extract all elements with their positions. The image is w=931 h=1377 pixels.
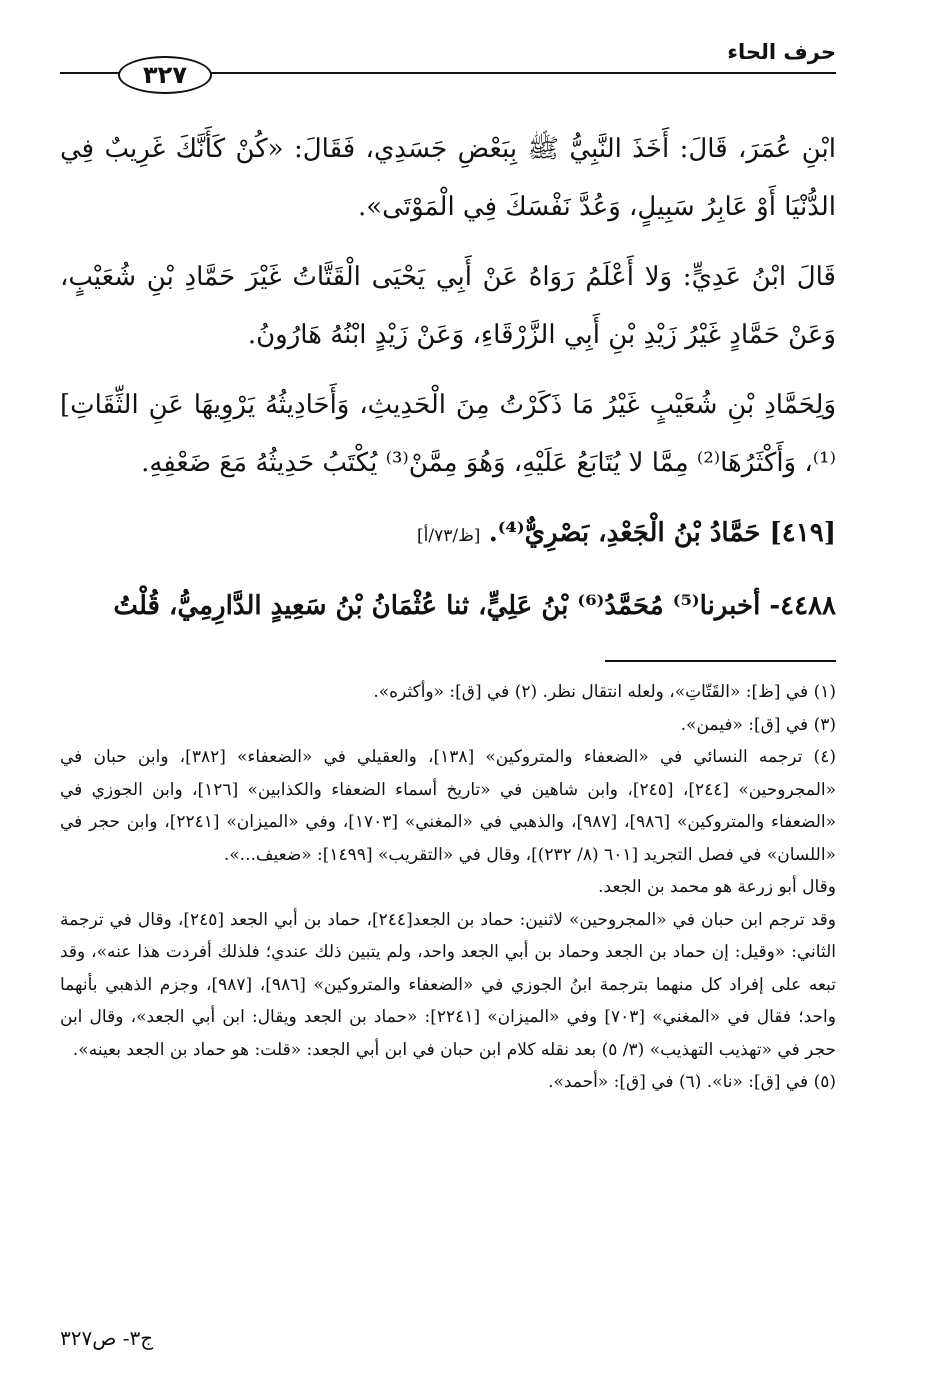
main-text: [60, 120, 836, 647]
footnote: (٥) في [ق]: «نا». (٦) في [ق]: «أحمد».: [548, 1072, 836, 1092]
manuscript-ref: [ظ/٧٣/أ]: [417, 526, 481, 546]
footnotes: [60, 676, 836, 1099]
entry-heading: [٤١٩] حَمَّادُ بْنُ الْجَعْدِ، بَصْرِيٌّ⁽⁴⁾.: [488, 518, 836, 548]
paragraph-ibn-adi-comment: قَالَ ابْنُ عَدِيٍّ: وَلا أَعْلَمُ رَوَاهُ عَنْ أَبِي يَحْيَى الْقَتَّاتُ غَيْرَ حَمَّادِ بْنِ شُعَيْبٍ، وَعَنْ حَمَّادٍ غَيْرُ زَيْدِ بْنِ أَبِي الزَّرْقَاءِ، وَعَنْ زَيْدٍ ابْنُهُ هَارُونُ.: [60, 262, 836, 350]
footnote: (١) في [ظ]: «القَتّاتِ»، ولعله انتقال نظر. (٢) في [ق]: «وأكثره».: [373, 682, 836, 702]
volume-page-reference: ج٣- ص٣٢٧: [60, 1326, 154, 1350]
footnote: (٣) في [ق]: «فيمن».: [680, 714, 836, 735]
running-header-title: حرف الحاء: [727, 40, 836, 64]
footnote: وقال أبو زرعة هو محمد بن الجعد.: [598, 877, 836, 897]
paragraph-hammad-notes: وَلِحَمَّادِ بْنِ شُعَيْبٍ غَيْرُ مَا ذَكَرْتُ مِنَ الْحَدِيثِ، وَأَحَادِيثُهُ يَرْوِيهَا عَنِ الثِّقَاتِ]⁽¹⁾، وَأَكْثَرُهَا⁽²⁾ مِمَّا لا يُتَابَعُ عَلَيْهِ، وَهُوَ مِمَّنْ⁽³⁾ يُكْتَبُ حَدِيثُهُ مَعَ ضَعْفِهِ.: [60, 390, 836, 478]
footnote: (٤) ترجمه النسائي في «الضعفاء والمتروكين» [١٣٨]، والعقيلي في «الضعفاء» [٣٨٢]، وابن حبان في «المجروحين» [٢٤٤]، [٢٤٥]، وابن شاهين في «تاريخ أسماء الضعفاء والكذابين» [١٢٦]، وابن الجوزي في «الضعفاء والمتروكين» [٩٨٦]، [٩٨٧]، والذهبي في «المغني» [١٧٠٣]، وفي «الميزان» [٢٢٤١]، وابن حجر في «اللسان» في فصل التجريد [٦٠١ (٨/ ٢٣٢)]، وقال في «التقريب» [١٤٩٩]: «ضعيف...».: [60, 747, 837, 865]
paragraph-hadith-text: ابْنِ عُمَرَ، قَالَ: أَخَذَ النَّبِيُّ ﷺ بِبَعْضِ جَسَدِي، فَقَالَ: «كُنْ كَأَنَّكَ غَرِيبٌ فِي الدُّنْيَا أَوْ عَابِرُ سَبِيلٍ، وَعُدَّ نَفْسَكَ فِي الْمَوْتَى».: [60, 134, 836, 222]
hadith-chain: ٤٤٨٨- أخبرنا⁽⁵⁾ مُحَمَّدُ⁽⁶⁾ بْنُ عَلِيٍّ، ثنا عُثْمَانُ بْنُ سَعِيدٍ الدَّارِمِيُّ، قُلْتُ: [113, 591, 836, 621]
page-number-badge: ٣٢٧: [118, 56, 212, 94]
footnotes-rule: [605, 660, 836, 662]
biography-entry: [60, 504, 836, 565]
footnote: وقد ترجم ابن حبان في «المجروحين» لاثنين: حماد بن الجعد[٢٤٤]، حماد بن أبي الجعد [٢٤٥]، وقال في ترجمة الثاني: «وقيل: إن حماد بن الجعد وحماد بن أبي الجعد واحد، ولم يتبين ذلك عندي؛ فلذلك أفردت هذا عنه»، وقد تبعه على إفراد كل منهما بترجمة ابنُ الجوزي في «الضعفاء والمتروكين» [٩٨٦]، [٩٨٧]، وجزم الذهبي بأنهما واحد؛ فقال في «المغني» [٧٠٣] وفي «الميزان» [٢٢٤١]: «حماد بن الجعد ويقال: ابن أبي الجعد»، وقال ابن حجر في «تهذيب التهذيب» (٣/ ٥) بعد نقله كلام ابن حبان في ابن أبي الجعد: «قلت: هو حماد بن الجعد بعينه».: [60, 909, 837, 1060]
